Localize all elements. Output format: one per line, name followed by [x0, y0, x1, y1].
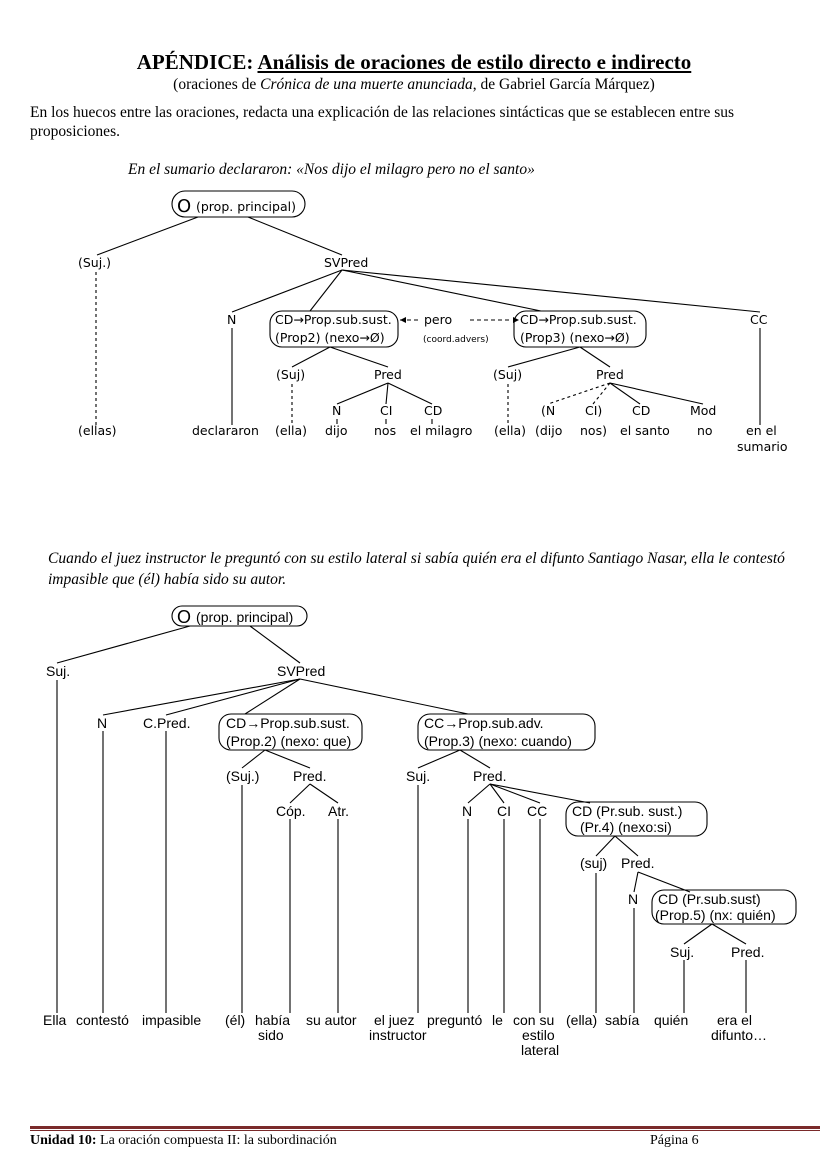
t2-suj: Suj. — [46, 663, 71, 679]
t1-suj: (Suj.) — [78, 255, 112, 270]
t2-cd4-line2: (Pr.4) (nexo:si) — [580, 819, 672, 835]
t2-cd5-line1: CD (Pr.sub.sust) — [658, 891, 761, 907]
t2-n4: N — [628, 891, 639, 907]
t1-cd-2: CD — [424, 403, 443, 418]
t1-pred3: Pred — [596, 367, 624, 382]
t1-pred2: Pred — [374, 367, 402, 382]
t2-word-con-su: con su — [513, 1012, 555, 1028]
t2-suj4: (suj) — [580, 855, 608, 871]
t2-word-instructor: instructor — [369, 1027, 427, 1043]
t1-root-label: (prop. principal) — [196, 199, 296, 214]
t1-n: N — [227, 312, 237, 327]
title-prefix: APÉNDICE: — [136, 50, 254, 74]
footer-rule-thin — [30, 1130, 820, 1131]
t1-word-ella2: (ella) — [494, 423, 527, 438]
t1-cd3-line2: (Prop3) (nexo→Ø) — [520, 330, 630, 345]
t2-cd5-line2: (Prop.5) (nx: quién) — [655, 907, 776, 923]
t2-word-lateral: lateral — [521, 1042, 560, 1058]
t2-word-era-el: era el — [717, 1012, 753, 1028]
t2-n: N — [97, 715, 108, 731]
t2-cc-line2: (Prop.3) (nexo: cuando) — [424, 733, 572, 749]
t1-word-milagro: el milagro — [410, 423, 473, 438]
t2-word-el-juez: el juez — [374, 1012, 415, 1028]
t2-cd-line2: (Prop.2) (nexo: que) — [226, 733, 352, 749]
t1-word-santo: el santo — [620, 423, 670, 438]
t1-word-nos2: nos) — [580, 423, 607, 438]
t1-cd2-line2: (Prop2) (nexo→Ø) — [275, 330, 385, 345]
t1-word-nos1: nos — [374, 423, 397, 438]
t2-word-le: le — [492, 1012, 503, 1028]
t2-word-ella2: (ella) — [566, 1012, 598, 1028]
t1-word-en-el: en el — [746, 423, 777, 438]
subtitle-book: Crónica de una muerte anunciada — [260, 76, 473, 93]
t2-pred3: Pred. — [473, 768, 507, 784]
t1-word-dijo1: dijo — [325, 423, 348, 438]
t2-root-o: O — [177, 607, 192, 627]
t1-suj2: (Suj) — [276, 367, 306, 382]
t2-word-su-autor: su autor — [306, 1012, 357, 1028]
t2-cc3: CC — [527, 803, 548, 819]
sentence-1-text: En el sumario declararon: «Nos dijo el milagro pero no el santo» — [128, 161, 535, 178]
t1-ci2: CI — [380, 403, 393, 418]
t2-cc-line1: CC→Prop.sub.adv. — [424, 715, 544, 731]
t2-n3: N — [462, 803, 473, 819]
footer-unit-bold: Unidad 10: — [30, 1133, 97, 1148]
t1-word-dijo2: (dijo — [535, 423, 563, 438]
t2-word-pregunto: preguntó — [427, 1012, 483, 1028]
t1-word-no: no — [697, 423, 713, 438]
t2-suj2: (Suj.) — [226, 768, 260, 784]
t1-cc: CC — [750, 312, 768, 327]
t1-word-sumario: sumario — [737, 439, 788, 454]
t1-suj3: (Suj) — [493, 367, 523, 382]
t1-ci3: CI) — [585, 403, 603, 418]
t1-mod: Mod — [690, 403, 717, 418]
t2-word-el: (él) — [225, 1012, 246, 1028]
t2-pred4: Pred. — [621, 855, 655, 871]
t2-suj5: Suj. — [670, 944, 695, 960]
t2-pred5: Pred. — [731, 944, 765, 960]
t2-root-label: (prop. principal) — [196, 609, 294, 625]
t2-suj3: Suj. — [406, 768, 431, 784]
t2-cd-line1: CD→Prop.sub.sust. — [226, 715, 350, 731]
t2-pred2: Pred. — [293, 768, 327, 784]
t1-pero: pero — [424, 312, 453, 327]
t1-root-o: O — [177, 196, 192, 217]
footer-page-number: Página 6 — [650, 1133, 699, 1148]
subtitle-post: , de Gabriel García Márquez) — [472, 76, 655, 93]
t2-word-difunto: difunto… — [711, 1027, 768, 1043]
instructions: En los huecos entre las oraciones, redacta una explicación de las relaciones sintácticas que se establecen entre sus proposiciones. — [30, 104, 735, 140]
t2-word-quien: quién — [654, 1012, 689, 1028]
title-main: Análisis de oraciones de estilo directo e indirecto — [257, 50, 692, 74]
t2-cd4-line1: CD (Pr.sub. sust.) — [572, 803, 683, 819]
t2-cpred: C.Pred. — [143, 715, 191, 731]
t2-word-estilo: estilo — [522, 1027, 555, 1043]
sentence-2-text: Cuando el juez instructor le preguntó con su estilo lateral si sabía quién era el difunto Santiago Nasar, ella le contestó impasible que (él) había sido su autor. — [48, 550, 785, 588]
t2-word-contesto: contestó — [76, 1012, 129, 1028]
t2-word-ella: Ella — [43, 1012, 67, 1028]
t2-word-sabia: sabía — [605, 1012, 640, 1028]
footer-rule — [30, 1126, 820, 1129]
t2-cop: Cóp. — [276, 803, 306, 819]
t1-word-ella1: (ella) — [275, 423, 308, 438]
footer-unit-text: La oración compuesta II: la subordinación — [96, 1133, 337, 1148]
footer-unit — [30, 1133, 337, 1149]
t2-word-sido: sido — [258, 1027, 284, 1043]
t1-n2: N — [332, 403, 342, 418]
t2-word-impasible: impasible — [142, 1012, 202, 1028]
subtitle-pre: (oraciones de — [173, 76, 261, 93]
t1-n3: (N — [541, 403, 556, 418]
t1-cd-3: CD — [632, 403, 651, 418]
t1-coord: (coord.advers) — [423, 335, 489, 345]
t2-ci3: CI — [497, 803, 511, 819]
t1-svpred: SVPred — [324, 255, 369, 270]
t1-cd3-line1: CD→Prop.sub.sust. — [520, 312, 637, 327]
t1-cd2-line1: CD→Prop.sub.sust. — [275, 312, 392, 327]
t2-word-habia: había — [255, 1012, 291, 1028]
t1-word-declararon: declararon — [192, 423, 259, 438]
t2-svpred: SVPred — [277, 663, 326, 679]
t2-atr: Atr. — [328, 803, 350, 819]
t1-word-ellas: (ellas) — [78, 423, 117, 438]
